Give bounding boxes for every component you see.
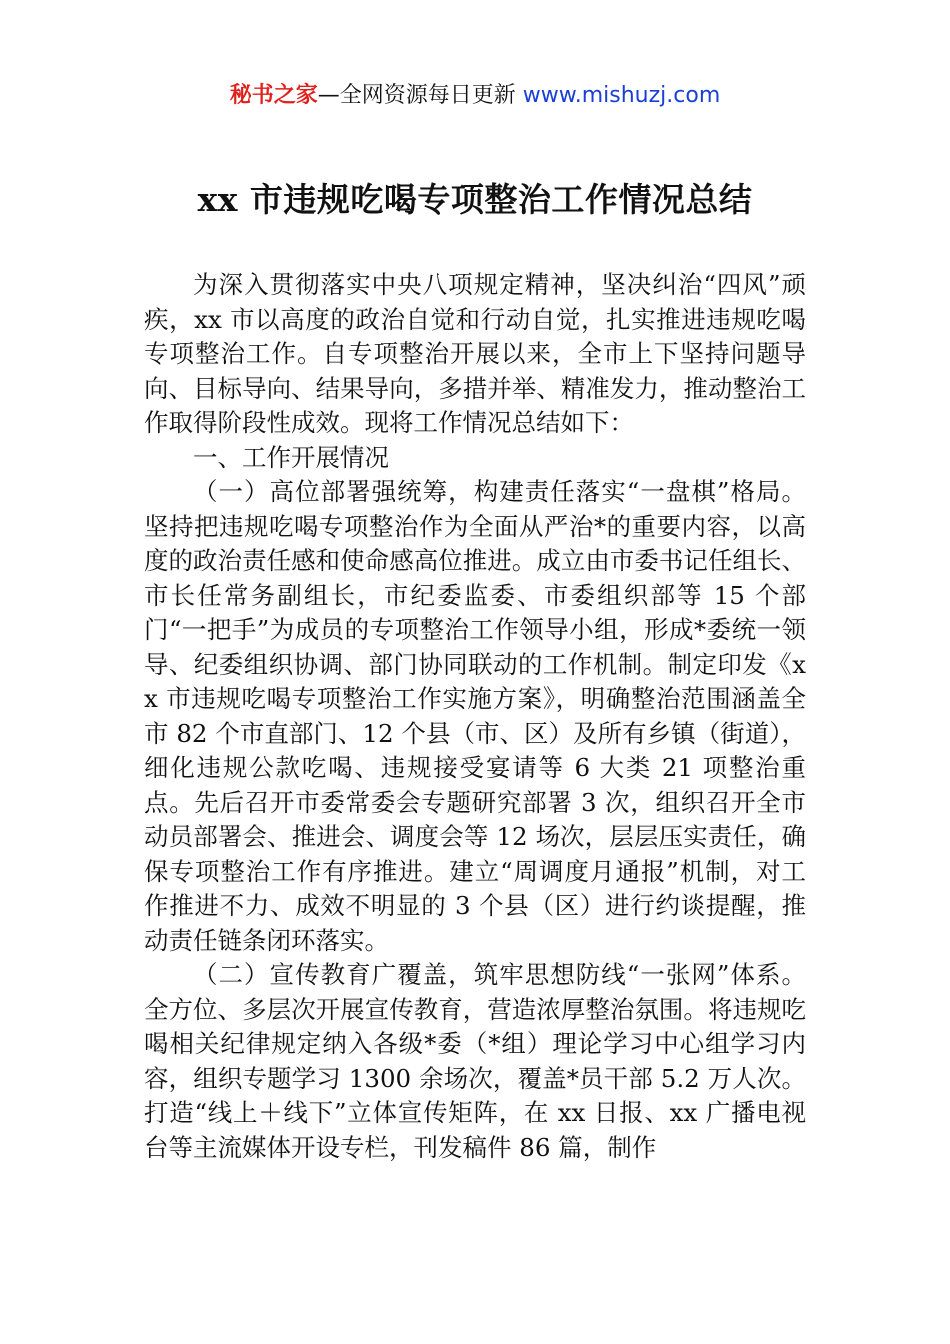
site-header <box>0 80 950 112</box>
site-url-link[interactable]: www.mishuzj.com <box>522 83 721 108</box>
site-brand: 秘书之家 <box>229 83 318 108</box>
document-body <box>144 268 806 1165</box>
document-title: xx 市违规吃喝专项整治工作情况总结 <box>197 180 753 219</box>
section-heading: 一、工作开展情况 <box>193 442 389 472</box>
intro-paragraph: 为深入贯彻落实中央八项规定精神，坚决纠治“四风”顽疾，xx 市以高度的政治自觉和行动自觉，扎实推进违规吃喝专项整治工作。自专项整治开展以来，全市上下坚持问题导向、目标导向、结果导向，多措并举、精准发力，推动整治工作取得阶段性成效。现将工作情况总结如下： <box>144 270 806 437</box>
body-paragraph: （二）宣传教育广覆盖，筑牢思想防线“一张网”体系。全方位、多层次开展宣传教育，营造浓厚整治氛围。将违规吃喝相关纪律规定纳入各级*委（*组）理论学习中心组学习内容，组织专题学习 1300 余场次，覆盖*员干部 5.2 万人次。打造“线上＋线下”立体宣传矩阵，在 xx 日报、xx 广播电视台等主流媒体开设专栏，刊发稿件 86 篇，制作 <box>144 960 806 1162</box>
site-tagline: —全网资源每日更新 <box>317 83 523 108</box>
body-paragraph: （一）高位部署强统筹，构建责任落实“一盘棋”格局。坚持把违规吃喝专项整治作为全面从严治*的重要内容，以高度的政治责任感和使命感高位推进。成立由市委书记任组长、市长任常务副组长，市纪委监委、市委组织部等 15 个部门“一把手”为成员的专项整治工作领导小组，形成*委统一领导、纪委组织协调、部门协同联动的工作机制。制定印发《xx 市违规吃喝专项整治工作实施方案》，明确整治范围涵盖全市 82 个市直部门、12 个县（市、区）及所有乡镇（街道），细化违规公款吃喝、违规接受宴请等 6 大类 21 项整治重点。先后召开市委常委会专题研究部署 3 次，组织召开全市动员部署会、推进会、调度会等 12 场次，层层压实责任，确保专项整治工作有序推进。建立“周调度月通报”机制，对工作推进不力、成效不明显的 3 个县（区）进行约谈提醒，推动责任链条闭环落实。 <box>144 477 806 955</box>
